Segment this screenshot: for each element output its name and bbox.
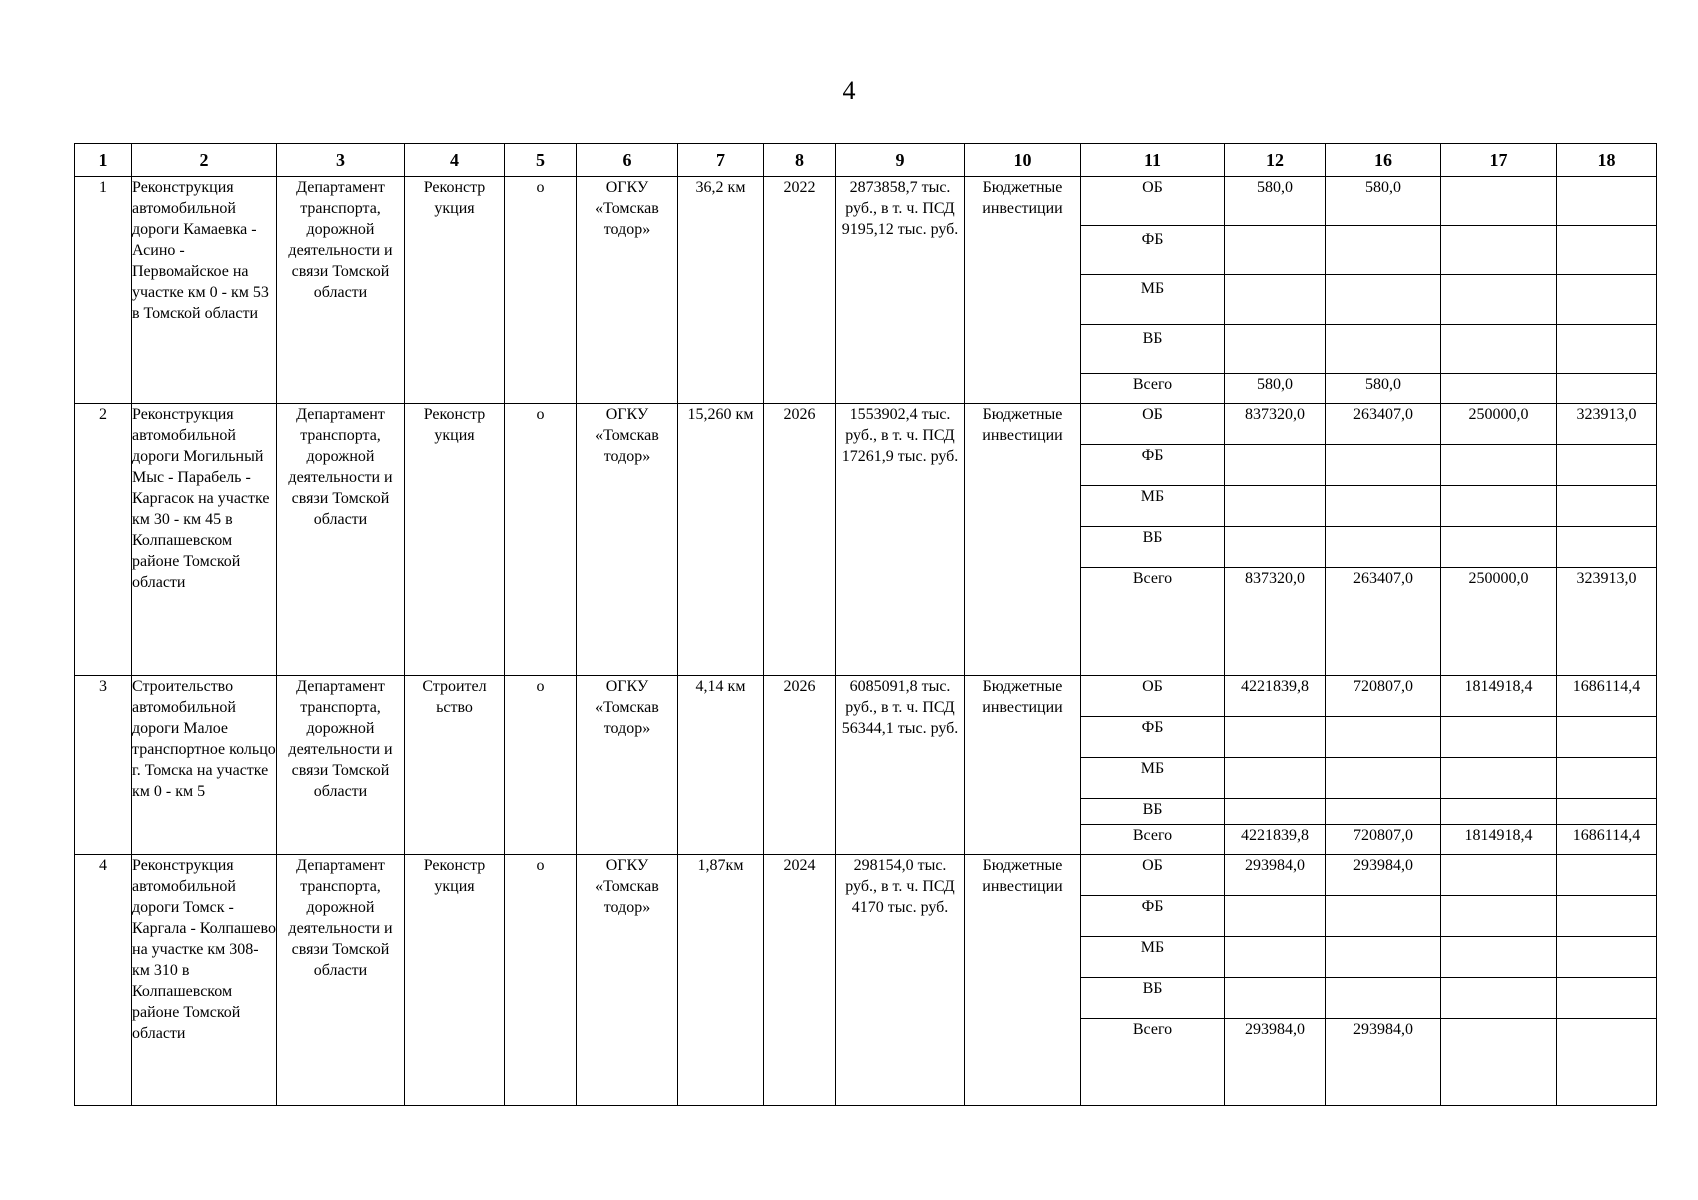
amount-16: [1326, 275, 1441, 325]
funding-source: Всего: [1081, 825, 1225, 855]
length: 15,260 км: [678, 404, 764, 676]
amount-17: [1441, 937, 1557, 978]
column-5-value: о: [505, 676, 577, 855]
header-cell: 10: [965, 144, 1081, 177]
amount-12: [1225, 978, 1326, 1019]
funding-source: Всего: [1081, 568, 1225, 676]
column-5-value: о: [505, 177, 577, 404]
customer: ОГКУ «Томскав тодор»: [577, 404, 678, 676]
amount-16: [1326, 758, 1441, 799]
amount-17: [1441, 275, 1557, 325]
year: 2026: [764, 676, 836, 855]
amount-18: [1557, 325, 1657, 374]
header-cell: 6: [577, 144, 678, 177]
customer: ОГКУ «Томскав тодор»: [577, 676, 678, 855]
amount-18: [1557, 527, 1657, 568]
investment-type: Бюджетные инвестиции: [965, 855, 1081, 1106]
page-number: 4: [842, 76, 856, 105]
header-cell: 11: [1081, 144, 1225, 177]
column-5-value: о: [505, 855, 577, 1106]
amount-12: [1225, 486, 1326, 527]
amount-17: 250000,0: [1441, 404, 1557, 445]
work-type: Реконстр укция: [405, 855, 505, 1106]
customer: ОГКУ «Томскав тодор»: [577, 855, 678, 1106]
amount-16: [1326, 226, 1441, 275]
length: 36,2 км: [678, 177, 764, 404]
department: Департамент транспорта, дорожной деятельности и связи Томской области: [277, 855, 405, 1106]
amount-16: [1326, 486, 1441, 527]
header-cell: 3: [277, 144, 405, 177]
row-number: 1: [75, 177, 132, 404]
header-cell: 2: [132, 144, 277, 177]
amount-12: 837320,0: [1225, 568, 1326, 676]
amount-12: [1225, 896, 1326, 937]
amount-12: 4221839,8: [1225, 825, 1326, 855]
amount-17: 250000,0: [1441, 568, 1557, 676]
work-type: Реконстр укция: [405, 177, 505, 404]
work-type: Реконстр укция: [405, 404, 505, 676]
amount-12: [1225, 226, 1326, 275]
investment-type: Бюджетные инвестиции: [965, 676, 1081, 855]
funding-source: ВБ: [1081, 325, 1225, 374]
amount-16: [1326, 799, 1441, 825]
amount-16: 293984,0: [1326, 1019, 1441, 1106]
amount-16: 580,0: [1326, 177, 1441, 226]
amount-18: [1557, 374, 1657, 404]
length: 4,14 км: [678, 676, 764, 855]
department: Департамент транспорта, дорожной деятельности и связи Томской области: [277, 404, 405, 676]
amount-18: [1557, 486, 1657, 527]
amount-16: 720807,0: [1326, 676, 1441, 717]
amount-17: [1441, 978, 1557, 1019]
amount-17: [1441, 177, 1557, 226]
funding-source: ФБ: [1081, 896, 1225, 937]
amount-18: [1557, 937, 1657, 978]
total-cost: 1553902,4 тыс. руб., в т. ч. ПСД 17261,9 тыс. руб.: [836, 404, 965, 676]
amount-16: [1326, 978, 1441, 1019]
total-cost: 298154,0 тыс. руб., в т. ч. ПСД 4170 тыс. руб.: [836, 855, 965, 1106]
row-number: 4: [75, 855, 132, 1106]
amount-18: [1557, 445, 1657, 486]
header-cell: 18: [1557, 144, 1657, 177]
amount-12: [1225, 758, 1326, 799]
customer: ОГКУ «Томскав тодор»: [577, 177, 678, 404]
amount-16: 580,0: [1326, 374, 1441, 404]
amount-18: [1557, 855, 1657, 896]
amount-18: 1686114,4: [1557, 676, 1657, 717]
amount-12: 293984,0: [1225, 1019, 1326, 1106]
amount-18: 1686114,4: [1557, 825, 1657, 855]
amount-12: [1225, 717, 1326, 758]
amount-17: [1441, 374, 1557, 404]
amount-18: [1557, 717, 1657, 758]
table-row: [75, 404, 1657, 445]
amount-17: [1441, 758, 1557, 799]
funding-source: ОБ: [1081, 676, 1225, 717]
year: 2022: [764, 177, 836, 404]
amount-18: [1557, 177, 1657, 226]
header-cell: 16: [1326, 144, 1441, 177]
funding-source: ФБ: [1081, 717, 1225, 758]
amount-12: [1225, 937, 1326, 978]
amount-12: 580,0: [1225, 374, 1326, 404]
funding-source: ФБ: [1081, 445, 1225, 486]
amount-17: [1441, 855, 1557, 896]
amount-18: 323913,0: [1557, 404, 1657, 445]
amount-17: [1441, 527, 1557, 568]
row-number: 2: [75, 404, 132, 676]
work-type: Строител ьство: [405, 676, 505, 855]
header-cell: 12: [1225, 144, 1326, 177]
funding-source: ВБ: [1081, 978, 1225, 1019]
object-name: Реконструкция автомобильной дороги Томск - Каргала - Колпашево на участке км 308-км 310 в Колпашевском районе Томской области: [132, 855, 277, 1106]
amount-12: [1225, 527, 1326, 568]
amount-16: [1326, 445, 1441, 486]
object-name: Строительство автомобильной дороги Малое транспортное кольцо г. Томска на участке км 0 - км 5: [132, 676, 277, 855]
amount-18: [1557, 978, 1657, 1019]
funding-source: ОБ: [1081, 177, 1225, 226]
amount-12: [1225, 275, 1326, 325]
header-row: [75, 144, 1657, 177]
amount-16: [1326, 896, 1441, 937]
amount-16: [1326, 325, 1441, 374]
funding-source: МБ: [1081, 486, 1225, 527]
amount-17: [1441, 486, 1557, 527]
funding-source: Всего: [1081, 374, 1225, 404]
department: Департамент транспорта, дорожной деятельности и связи Томской области: [277, 177, 405, 404]
amount-12: 293984,0: [1225, 855, 1326, 896]
funding-source: МБ: [1081, 275, 1225, 325]
amount-16: 720807,0: [1326, 825, 1441, 855]
amount-18: [1557, 1019, 1657, 1106]
amount-17: [1441, 896, 1557, 937]
total-cost: 2873858,7 тыс. руб., в т. ч. ПСД 9195,12 тыс. руб.: [836, 177, 965, 404]
header-cell: 5: [505, 144, 577, 177]
header-cell: 9: [836, 144, 965, 177]
table-row: [75, 855, 1657, 896]
amount-16: 293984,0: [1326, 855, 1441, 896]
amount-17: [1441, 1019, 1557, 1106]
funding-source: МБ: [1081, 937, 1225, 978]
amount-17: [1441, 717, 1557, 758]
header-cell: 17: [1441, 144, 1557, 177]
header-cell: 1: [75, 144, 132, 177]
investment-type: Бюджетные инвестиции: [965, 404, 1081, 676]
amount-18: [1557, 226, 1657, 275]
header-cell: 7: [678, 144, 764, 177]
object-name: Реконструкция автомобильной дороги Могильный Мыс - Парабель - Каргасок на участке км 30 - км 45 в Колпашевском районе Томской области: [132, 404, 277, 676]
amount-18: [1557, 275, 1657, 325]
amount-12: 837320,0: [1225, 404, 1326, 445]
table-row: [75, 676, 1657, 717]
amount-17: [1441, 226, 1557, 275]
amount-12: [1225, 799, 1326, 825]
amount-12: 4221839,8: [1225, 676, 1326, 717]
amount-16: 263407,0: [1326, 568, 1441, 676]
row-number: 3: [75, 676, 132, 855]
year: 2026: [764, 404, 836, 676]
amount-18: [1557, 799, 1657, 825]
funding-source: ВБ: [1081, 799, 1225, 825]
amount-18: [1557, 896, 1657, 937]
amount-12: [1225, 325, 1326, 374]
year: 2024: [764, 855, 836, 1106]
table-row: [75, 177, 1657, 226]
length: 1,87км: [678, 855, 764, 1106]
department: Департамент транспорта, дорожной деятельности и связи Томской области: [277, 676, 405, 855]
investment-type: Бюджетные инвестиции: [965, 177, 1081, 404]
header-cell: 4: [405, 144, 505, 177]
amount-17: 1814918,4: [1441, 676, 1557, 717]
amount-18: 323913,0: [1557, 568, 1657, 676]
funding-source: ФБ: [1081, 226, 1225, 275]
amount-17: [1441, 445, 1557, 486]
amount-17: [1441, 799, 1557, 825]
column-5-value: о: [505, 404, 577, 676]
total-cost: 6085091,8 тыс. руб., в т. ч. ПСД 56344,1 тыс. руб.: [836, 676, 965, 855]
funding-source: ВБ: [1081, 527, 1225, 568]
amount-16: 263407,0: [1326, 404, 1441, 445]
funding-source: МБ: [1081, 758, 1225, 799]
amount-18: [1557, 758, 1657, 799]
header-cell: 8: [764, 144, 836, 177]
amount-17: 1814918,4: [1441, 825, 1557, 855]
object-name: Реконструкция автомобильной дороги Камаевка - Асино - Первомайское на участке км 0 - км 53 в Томской области: [132, 177, 277, 404]
amount-12: 580,0: [1225, 177, 1326, 226]
amount-16: [1326, 527, 1441, 568]
funding-source: ОБ: [1081, 404, 1225, 445]
investment-table: [74, 143, 1657, 1106]
amount-16: [1326, 717, 1441, 758]
funding-source: Всего: [1081, 1019, 1225, 1106]
amount-16: [1326, 937, 1441, 978]
funding-source: ОБ: [1081, 855, 1225, 896]
amount-12: [1225, 445, 1326, 486]
amount-17: [1441, 325, 1557, 374]
